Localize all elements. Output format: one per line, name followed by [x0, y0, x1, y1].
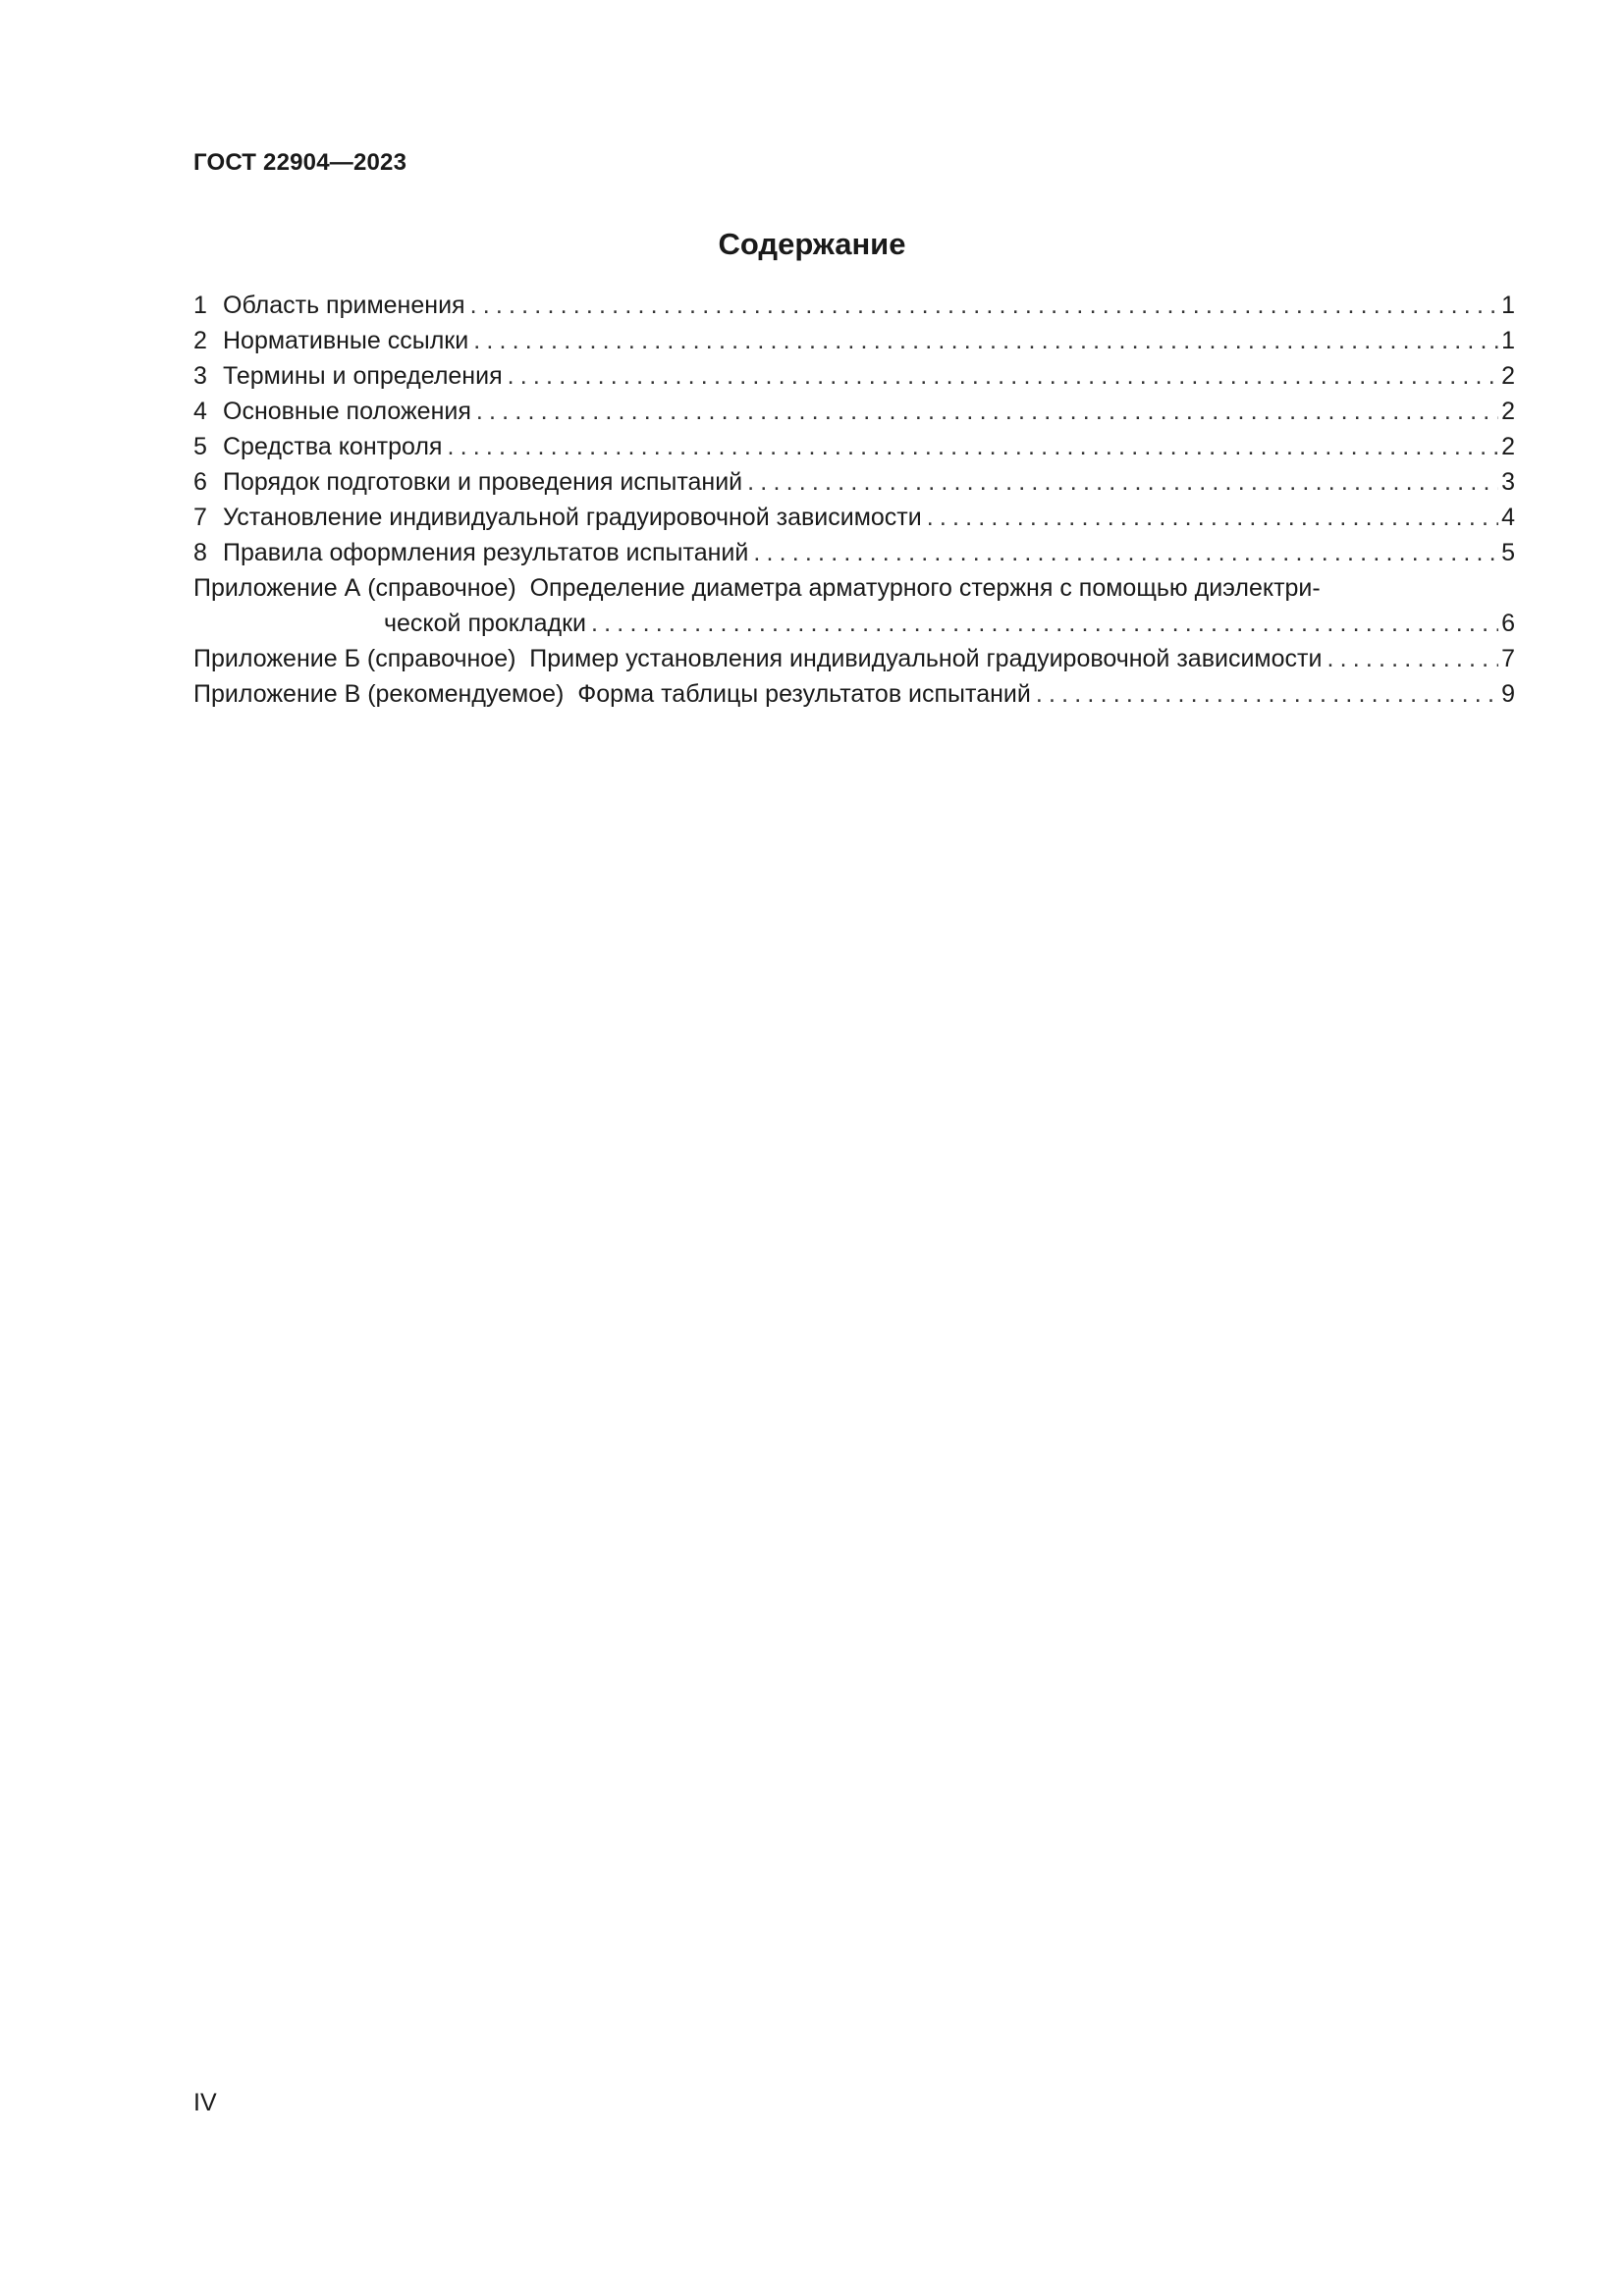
dot-leader [1036, 676, 1498, 712]
dot-leader [753, 535, 1498, 570]
toc-appendix-page: 9 [1501, 680, 1515, 708]
toc-appendix-label: Приложение А (справочное) Определение диаметра арматурного стержня с помощью диэлектри- [193, 574, 1321, 602]
toc-entry-number: 8 [193, 539, 207, 566]
toc-entry-page: 2 [1501, 398, 1515, 425]
toc-entry[interactable] [193, 429, 1515, 464]
toc-entry-number: 4 [193, 398, 207, 425]
toc-appendix-a-line2[interactable] [193, 606, 1515, 641]
toc-entry[interactable] [193, 394, 1515, 429]
toc-entry[interactable] [193, 535, 1515, 570]
toc-entry[interactable] [193, 323, 1515, 358]
toc-entry[interactable] [193, 288, 1515, 323]
toc-entry-number: 3 [193, 362, 207, 390]
dot-leader [447, 429, 1498, 464]
dot-leader [591, 606, 1498, 641]
toc-entry-number: 6 [193, 468, 207, 496]
toc-entry-page: 1 [1501, 292, 1515, 319]
toc-appendix-label: Приложение Б (справочное) Пример установления индивидуальной градуировочной зависимости [193, 645, 1323, 672]
toc-entry-label: Термины и определения [223, 362, 503, 390]
toc-entry-label: Правила оформления результатов испытаний [223, 539, 749, 566]
toc-entry-number: 2 [193, 327, 207, 354]
toc-appendix-label-continued: ческой прокладки [384, 610, 587, 637]
toc-entry-label: Порядок подготовки и проведения испытаний [223, 468, 743, 496]
toc-entry-page: 2 [1501, 362, 1515, 390]
toc-entry-page: 2 [1501, 433, 1515, 460]
toc-entry-page: 4 [1501, 504, 1515, 531]
dot-leader [508, 358, 1498, 394]
toc-entry[interactable] [193, 358, 1515, 394]
toc-appendix-page: 6 [1501, 610, 1515, 637]
toc-entry-page: 1 [1501, 327, 1515, 354]
toc-title: Содержание [718, 227, 906, 261]
dot-leader [476, 394, 1498, 429]
dot-leader [1326, 641, 1498, 676]
toc-appendix-a-line1[interactable] [193, 570, 1515, 606]
toc-entry-label: Нормативные ссылки [223, 327, 469, 354]
dot-leader [747, 464, 1498, 500]
dot-leader [927, 500, 1498, 535]
document-code: ГОСТ 22904—2023 [193, 149, 407, 176]
toc-entry-number: 1 [193, 292, 207, 319]
toc-entry-page: 5 [1501, 539, 1515, 566]
toc-entry-page: 3 [1501, 468, 1515, 496]
toc-entry-number: 5 [193, 433, 207, 460]
toc-entry-label: Основные положения [223, 398, 471, 425]
table-of-contents [193, 288, 1515, 712]
toc-entry[interactable] [193, 500, 1515, 535]
toc-entry-label: Средства контроля [223, 433, 443, 460]
dot-leader [470, 288, 1499, 323]
toc-entry-label: Установление индивидуальной градуировочной зависимости [223, 504, 922, 531]
toc-appendix-v[interactable] [193, 676, 1515, 712]
toc-entry-number: 7 [193, 504, 207, 531]
toc-entry[interactable] [193, 464, 1515, 500]
toc-appendix-label: Приложение В (рекомендуемое) Форма таблицы результатов испытаний [193, 680, 1031, 708]
page-number: IV [193, 2089, 217, 2116]
toc-entry-label: Область применения [223, 292, 465, 319]
toc-appendix-page: 7 [1501, 645, 1515, 672]
toc-appendix-b[interactable] [193, 641, 1515, 676]
dot-leader [473, 323, 1498, 358]
